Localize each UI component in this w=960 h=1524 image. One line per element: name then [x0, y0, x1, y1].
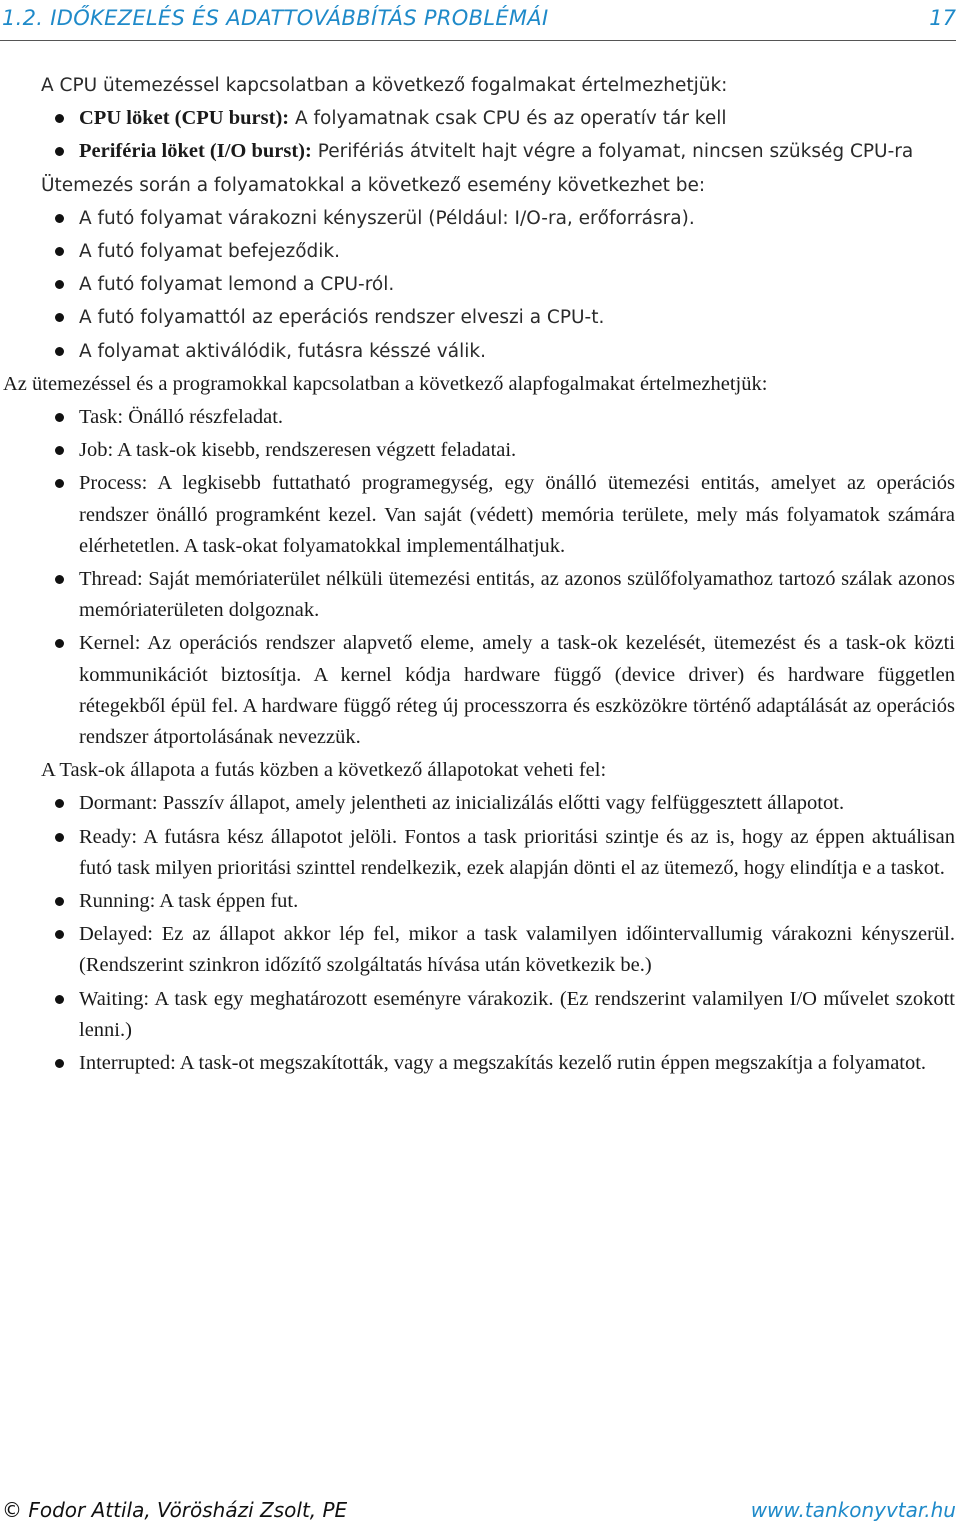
- bullet-icon: [55, 313, 64, 322]
- list-item: Running: A task éppen fut.: [41, 886, 955, 917]
- list-item: A futó folyamat várakozni kényszerül (Például: I/O-ra, erőforrásra).: [41, 203, 955, 234]
- list-item: A futó folyamattól az eperációs rendszer elveszi a CPU-t.: [41, 302, 955, 333]
- footer-website-link[interactable]: www.tankonyvtar.hu: [750, 1498, 956, 1522]
- list-item: A futó folyamat lemond a CPU-ról.: [41, 269, 955, 300]
- list-item: Thread: Saját memóriaterület nélküli ütemezési entitás, az azonos szülőfolyamathoz tartozó szálak azonos memóriaterületen dolgoznak.: [41, 564, 955, 626]
- page-header: [0, 4, 956, 41]
- page-body: [3, 70, 955, 1081]
- bullet-icon: [55, 413, 64, 422]
- intro-concepts: Az ütemezéssel és a programokkal kapcsolatban a következő alapfogalmakat értelmezhetjük:: [3, 372, 768, 395]
- bullet-icon: [55, 833, 64, 842]
- list-item: Interrupted: A task-ot megszakították, vagy a megszakítás kezelő rutin éppen megszakítja a folyamatot.: [41, 1048, 955, 1079]
- footer-authors: © Fodor Attila, Vörösházi Zsolt, PE: [2, 1498, 348, 1522]
- list-item: Ready: A futásra kész állapotot jelöli. Fontos a task prioritási szintje és az is, hogy az éppen aktuálisan futó task milyen prioritási szinttel rendelkezik, ezek alapján dönti el az ütemező, hogy elindítja e a taskot.: [41, 822, 955, 884]
- page-footer: [0, 1496, 958, 1524]
- cpu-burst-list: [41, 103, 955, 167]
- list-item: Delayed: Ez az állapot akkor lép fel, mikor a task valamilyen időintervallumig várakozni kényszerül. (Rendszerint szinkron időzítő szolgáltatás hívása után következik be.): [41, 919, 955, 981]
- bullet-icon: [55, 446, 64, 455]
- bullet-icon: [55, 214, 64, 223]
- bullet-icon: [55, 639, 64, 648]
- bullet-icon: [55, 114, 64, 123]
- bullet-icon: [55, 147, 64, 156]
- bullet-icon: [55, 1059, 64, 1068]
- bullet-icon: [55, 479, 64, 488]
- list-item: Waiting: A task egy meghatározott eseményre várakozik. (Ez rendszerint valamilyen I/O művelet szokott lenni.): [41, 984, 955, 1046]
- list-item: Kernel: Az operációs rendszer alapvető eleme, amely a task-ok kezelését, ütemezést és a task-ok közti kommunikációt biztosítja. A kernel kódja hardware függő (device driver) és hardware független rétegekből épül fel. A hardware függő réteg új processzorra és eszközökre történő adaptálását az operációs rendszer átportolásának nevezzük.: [41, 628, 955, 753]
- state-list: [41, 788, 955, 1079]
- list-item: Task: Önálló részfeladat.: [41, 402, 955, 433]
- intro-events: Ütemezés során a folyamatokkal a következő esemény következhet be:: [41, 174, 706, 196]
- list-item: Dormant: Passzív állapot, amely jelentheti az inicializálás előtti vagy felfüggesztett állapotot.: [41, 788, 955, 819]
- bullet-icon: [55, 347, 64, 356]
- bullet-icon: [55, 995, 64, 1004]
- page-number: 17: [929, 6, 956, 30]
- list-item: Job: A task-ok kisebb, rendszeresen végzett feladatai.: [41, 435, 955, 466]
- list-item: CPU löket (CPU burst): A folyamatnak csak CPU és az operatív tár kell: [41, 103, 955, 134]
- concept-list: [41, 402, 955, 753]
- intro-cpu: A CPU ütemezéssel kapcsolatban a következő fogalmakat értelmezhetjük:: [41, 75, 728, 96]
- bullet-icon: [55, 575, 64, 584]
- list-item: A futó folyamat befejeződik.: [41, 236, 955, 267]
- bullet-icon: [55, 930, 64, 939]
- bullet-icon: [55, 897, 64, 906]
- list-item: A folyamat aktiválódik, futásra késszé válik.: [41, 336, 955, 367]
- bullet-icon: [55, 247, 64, 256]
- list-item: Periféria löket (I/O burst): Perifériás átvitelt hajt végre a folyamat, nincsen szükség CPU-ra: [41, 136, 955, 167]
- bullet-icon: [55, 799, 64, 808]
- bullet-icon: [55, 280, 64, 289]
- event-list: [41, 203, 955, 367]
- intro-states: A Task-ok állapota a futás közben a következő állapotokat veheti fel:: [41, 759, 607, 782]
- list-item: Process: A legkisebb futtatható programegység, egy önálló ütemezési entitás, amelyet az operációs rendszer önálló programként kezel. Van saját (védett) memória területe, mely más folyamatok számára elérhetetlen. A task-okat folyamatokkal implementálhatjuk.: [41, 468, 955, 562]
- section-title: 1.2. IDŐKEZELÉS ÉS ADATTOVÁBBÍTÁS PROBLÉMÁI: [2, 6, 549, 30]
